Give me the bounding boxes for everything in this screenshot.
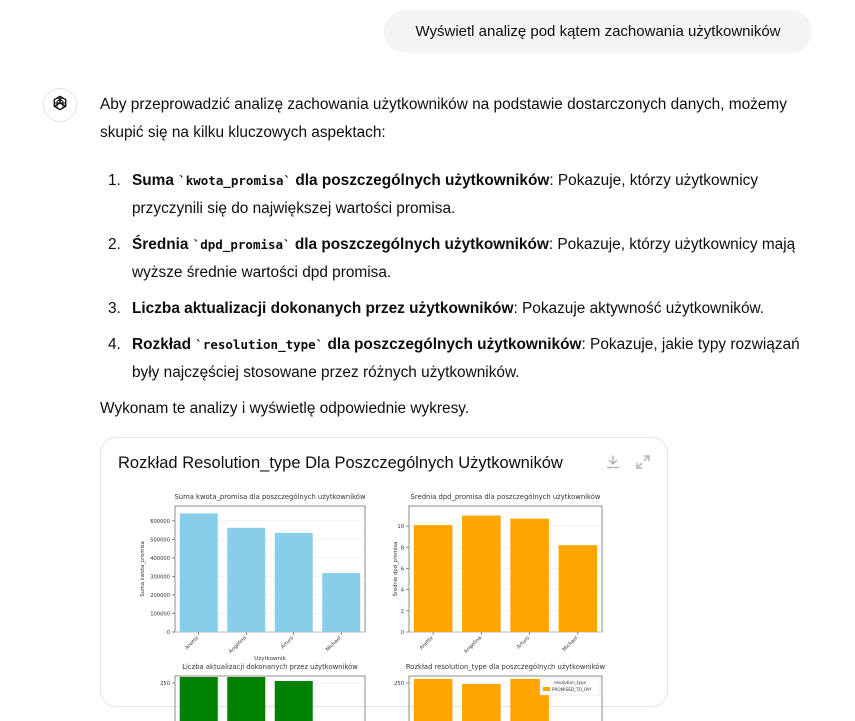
x-tick-label: Anette bbox=[418, 635, 435, 652]
user-message-text: Wyświetl analizę pod kątem zachowania użytkowników bbox=[415, 23, 781, 40]
y-tick-label: 100000 bbox=[150, 611, 170, 618]
assistant-message bbox=[100, 91, 818, 423]
inline-code: `dpd_promisa` bbox=[192, 237, 291, 252]
x-tick-label: Angelina bbox=[227, 635, 248, 655]
x-axis-label: Użytkownik bbox=[254, 656, 286, 662]
inline-code: `resolution_type` bbox=[195, 337, 324, 352]
x-tick-label: Michael bbox=[324, 635, 343, 653]
list-item-bold: Średnia `dpd_promisa` dla poszczególnych użytkowników bbox=[132, 236, 549, 253]
y-tick-label: 6 bbox=[400, 566, 404, 573]
chart-title: Rozkład resolution_type dla poszczególnych użytkowników bbox=[405, 663, 606, 671]
list-item-text: : Pokazuje, jakie typy rozwiązań były najczęściej stosowane przez różnych użytkowników. bbox=[132, 336, 800, 381]
bar bbox=[414, 525, 453, 632]
bar bbox=[559, 545, 598, 632]
list-number: 3. bbox=[108, 300, 121, 317]
y-tick-label: 4 bbox=[400, 587, 404, 594]
x-tick-label: Arturo bbox=[279, 635, 296, 651]
list-item bbox=[100, 167, 818, 223]
analysis-list bbox=[100, 167, 818, 387]
x-tick-label: Angelina bbox=[463, 635, 483, 655]
list-item-text: : Pokazuje, którzy użytkownicy mają wyższe średnie wartości dpd promisa. bbox=[132, 236, 796, 281]
y-tick-label: 250 bbox=[160, 681, 170, 687]
chart-title: Liczba aktualizacji dokonanych przez użytkowników bbox=[182, 663, 358, 671]
list-number: 4. bbox=[108, 336, 121, 353]
message-intro: Aby przeprowadzić analizę zachowania użytkowników na podstawie dostarczonych danych, możemy skupić się na kilku kluczowych aspektach: bbox=[100, 96, 787, 141]
y-tick-label: 0 bbox=[166, 630, 170, 636]
y-tick-label: 0 bbox=[400, 630, 404, 636]
assistant-avatar bbox=[43, 88, 77, 122]
y-axis-label: Średnie dpd_promisa bbox=[393, 541, 399, 597]
list-item-bold: Suma `kwota_promisa` dla poszczególnych użytkowników bbox=[132, 172, 550, 189]
legend-title: resolution_type bbox=[553, 680, 587, 685]
x-tick-label: Arturo bbox=[515, 635, 532, 651]
openai-logo-icon bbox=[50, 93, 70, 118]
chart-figure bbox=[140, 486, 611, 716]
chart-figure-svg bbox=[140, 486, 611, 716]
inline-code: `kwota_promisa` bbox=[178, 173, 292, 188]
y-axis-label: Suma kwota_promisa bbox=[140, 541, 146, 597]
card-title: Rozkład Resolution_type Dla Poszczególnych Użytkowników bbox=[118, 454, 563, 472]
legend-label: PROMISED_TO_PAY bbox=[552, 687, 592, 692]
y-tick-label: 600000 bbox=[150, 518, 170, 525]
x-tick-label: Anette bbox=[184, 635, 201, 652]
list-number: 1. bbox=[108, 172, 121, 189]
bar bbox=[180, 677, 218, 721]
card-actions bbox=[605, 454, 651, 470]
y-tick-label: 500000 bbox=[150, 537, 170, 544]
list-item-text: : Pokazuje, którzy użytkownicy przyczynili się do największej wartości promisa. bbox=[132, 172, 759, 217]
y-tick-label: 400000 bbox=[150, 555, 170, 562]
chart-title: Suma kwota_promisa dla poszczególnych użytkowników bbox=[174, 493, 366, 501]
bar bbox=[275, 681, 313, 721]
list-number: 2. bbox=[108, 236, 121, 253]
list-item-bold: Liczba aktualizacji dokonanych przez użytkowników bbox=[132, 300, 514, 317]
bar bbox=[462, 684, 501, 721]
y-tick-label: 300000 bbox=[150, 574, 170, 581]
legend-swatch bbox=[543, 687, 550, 691]
bar bbox=[227, 677, 265, 721]
message-outro: Wykonam te analizy i wyświetlę odpowiednie wykresy. bbox=[100, 400, 470, 417]
list-item bbox=[100, 295, 818, 323]
bar bbox=[510, 519, 549, 632]
bar bbox=[322, 573, 360, 632]
bar bbox=[275, 533, 313, 632]
bar bbox=[414, 679, 453, 721]
chart-card bbox=[100, 437, 668, 707]
x-tick-label: Michael bbox=[561, 635, 580, 653]
chart-title: Średnia dpd_promisa dla poszczególnych użytkowników bbox=[410, 493, 601, 501]
user-message-bubble bbox=[384, 10, 812, 53]
list-item bbox=[100, 331, 818, 387]
list-item-bold: Rozkład `resolution_type` dla poszczególnych użytkowników bbox=[132, 336, 582, 353]
bar bbox=[462, 516, 501, 632]
y-tick-label: 10 bbox=[397, 524, 404, 531]
y-tick-label: 8 bbox=[400, 545, 404, 552]
bar bbox=[227, 528, 265, 632]
list-item bbox=[100, 231, 818, 287]
expand-icon[interactable] bbox=[635, 454, 651, 470]
y-tick-label: 250 bbox=[394, 681, 404, 687]
list-item-text: : Pokazuje aktywność użytkowników. bbox=[513, 300, 765, 317]
y-tick-label: 2 bbox=[400, 608, 404, 615]
y-tick-label: 200000 bbox=[150, 592, 170, 599]
bar bbox=[180, 513, 218, 632]
download-icon[interactable] bbox=[605, 454, 621, 470]
